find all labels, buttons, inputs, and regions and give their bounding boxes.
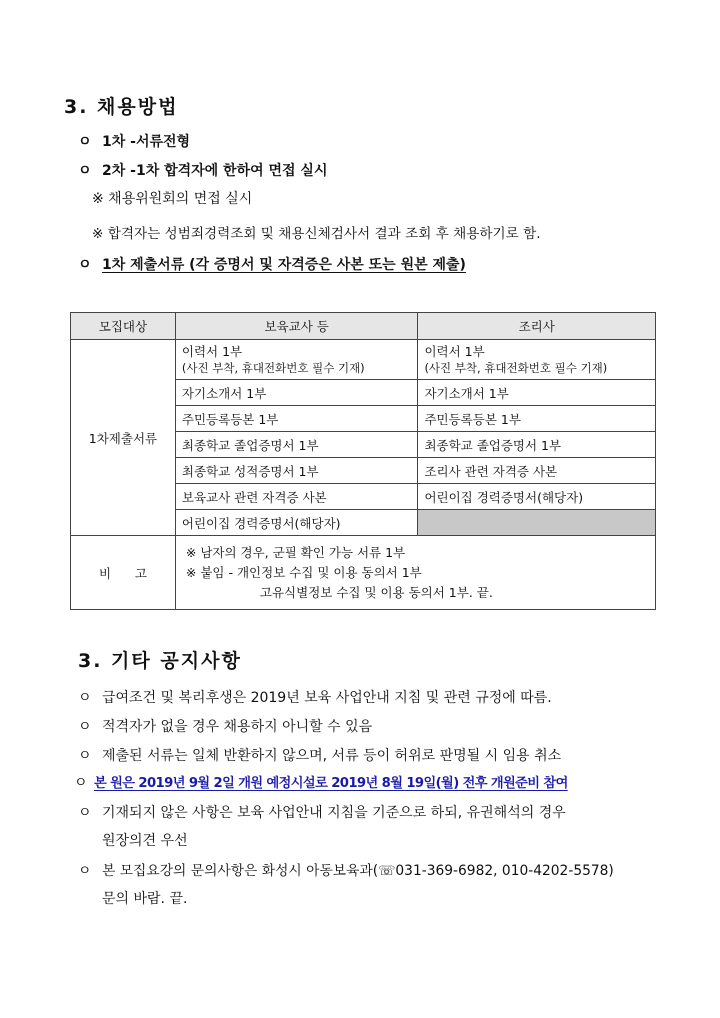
section-title-hiring-method: 3. 채용방법 xyxy=(64,96,179,118)
table-cell: 조리사 관련 자격증 사본 xyxy=(418,458,656,484)
bullet: ㅇ xyxy=(78,163,92,179)
table-cell: 어린이집 경력증명서(해당자) xyxy=(175,510,418,536)
notice-item-cont: 원장의견 우선 xyxy=(102,833,188,849)
notice-item: ㅇ 기재되지 않은 사항은 보육 사업안내 지침을 기준으로 하되, 유권해석의 경우 xyxy=(78,805,566,821)
notice-item-highlight: ㅇ 본 원은 2019년 9월 2일 개원 예정시설로 2019년 8월 19일(월) 전후 개원준비 참여 xyxy=(74,775,568,791)
header-cook: 조리사 xyxy=(418,313,656,340)
bullet: ㅇ xyxy=(78,257,92,273)
table-cell: 이력서 1부 (사진 부착, 휴대전화번호 필수 기재) xyxy=(418,340,656,380)
hiring-step-2: ㅇ 2차 -1차 합격자에 한하여 면접 실시 xyxy=(78,160,327,180)
table-cell: 자기소개서 1부 xyxy=(418,380,656,406)
header-target: 모집대상 xyxy=(71,313,176,340)
table-cell: 주민등록등본 1부 xyxy=(175,406,418,432)
notice-item-cont: 문의 바람. 끝. xyxy=(102,891,188,907)
hiring-step-1: ㅇ 1차 -서류전형 xyxy=(78,131,190,151)
empty-cell xyxy=(418,510,656,536)
header-teacher: 보육교사 등 xyxy=(175,313,418,340)
table-cell: 최종학교 졸업증명서 1부 xyxy=(175,432,418,458)
table-cell: 최종학교 성적증명서 1부 xyxy=(175,458,418,484)
row-label-docs: 1차제출서류 xyxy=(71,340,176,536)
table-cell: 보육교사 관련 자격증 사본 xyxy=(175,484,418,510)
table-cell: 이력서 1부 (사진 부착, 휴대전화번호 필수 기재) xyxy=(175,340,418,380)
notice-item: ㅇ 제출된 서류는 일체 반환하지 않으며, 서류 등이 허위로 판명될 시 임용 취소 xyxy=(78,748,562,764)
docs-heading: ㅇ 1차 제출서류 (각 증명서 및 자격증은 사본 또는 원본 제출) xyxy=(78,254,466,274)
note-interview: ※ 채용위원회의 면접 실시 xyxy=(92,191,253,207)
table-cell: 어린이집 경력증명서(해당자) xyxy=(418,484,656,510)
note-background-check: ※ 합격자는 성범죄경력조회 및 채용신체검사서 결과 조회 후 채용하기로 함. xyxy=(92,226,541,242)
table-cell: 최종학교 졸업증명서 1부 xyxy=(418,432,656,458)
notice-item: ㅇ 적격자가 없을 경우 채용하지 아니할 수 있음 xyxy=(78,719,373,735)
section-title-notices: 3. 기타 공지사항 xyxy=(78,650,242,672)
remarks-label: 비 고 xyxy=(71,536,176,610)
documents-table xyxy=(70,312,656,610)
remarks-cell: ※ 남자의 경우, 군필 확인 가능 서류 1부 ※ 붙임 - 개인정보 수집 및 이용 동의서 1부 고유식별정보 수집 및 이용 동의서 1부. 끝. xyxy=(175,536,655,610)
notice-item: ㅇ 급여조건 및 복리후생은 2019년 보육 사업안내 지침 및 관련 규정에 따름. xyxy=(78,690,552,706)
table-cell: 자기소개서 1부 xyxy=(175,380,418,406)
bullet: ㅇ xyxy=(78,134,92,150)
table-cell: 주민등록등본 1부 xyxy=(418,406,656,432)
notice-item: ㅇ 본 모집요강의 문의사항은 화성시 아동보육과(☏031-369-6982, 010-4202-5578) xyxy=(78,863,614,879)
